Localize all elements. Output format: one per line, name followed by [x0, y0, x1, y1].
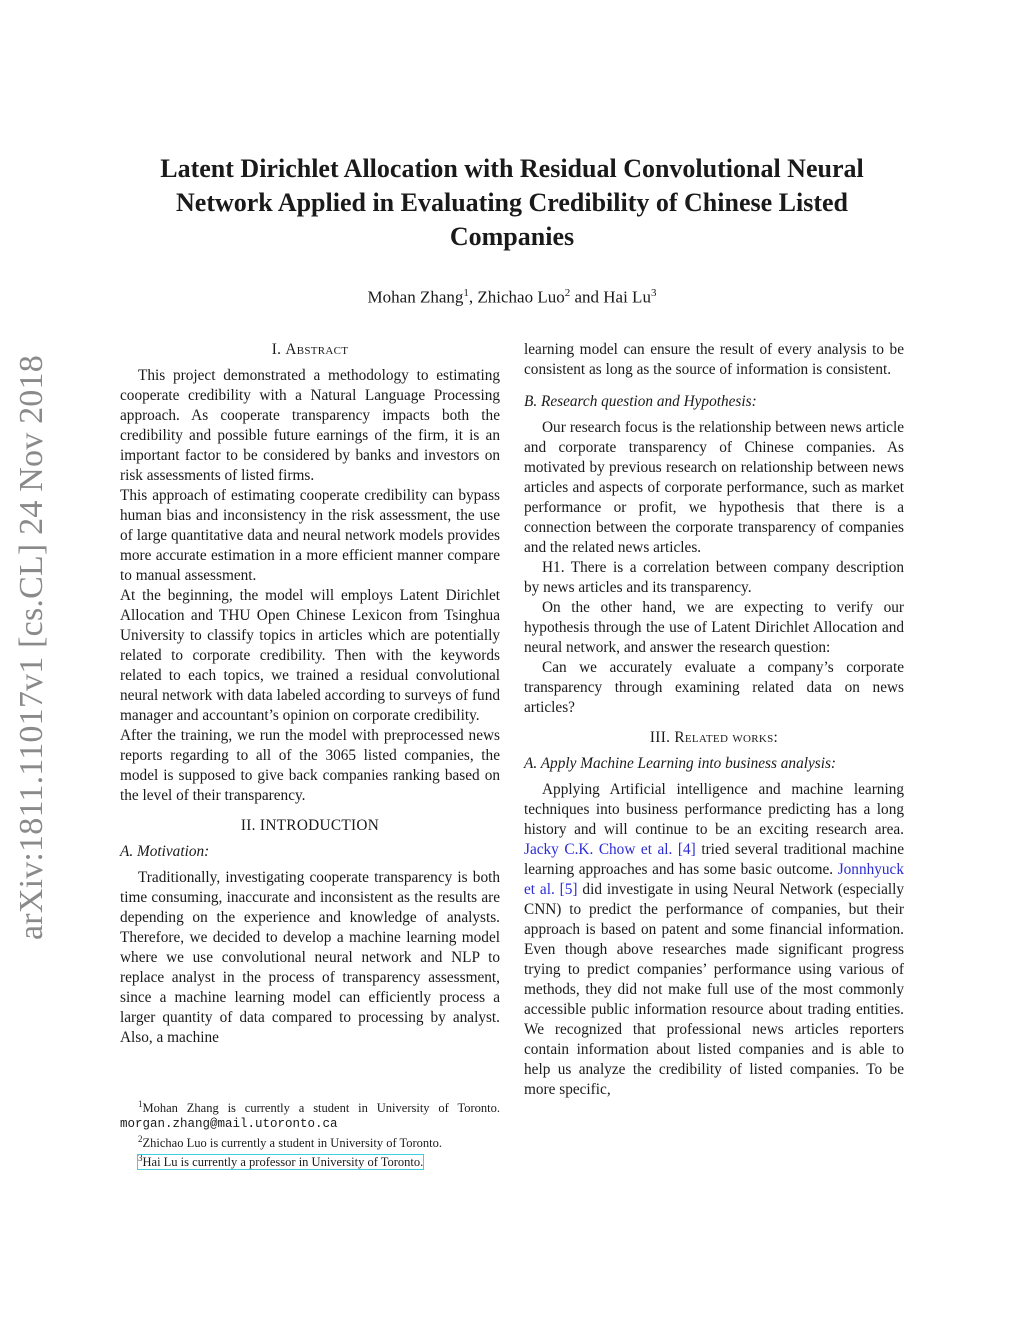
- arxiv-identifier[interactable]: arXiv:1811.11017v1 [cs.CL] 24 Nov 2018: [13, 355, 50, 940]
- author-3: Hai Lu: [603, 287, 651, 307]
- right-column: [524, 340, 904, 1100]
- footnote-2: $^2$Zhichao Luo is currently a student in University of Toronto.: [138, 1134, 443, 1151]
- footnotes: [120, 1097, 500, 1170]
- author-1: Mohan Zhang: [367, 287, 464, 307]
- author-1-affil: 1: [463, 287, 469, 299]
- footnote-1: $^1$Mohan Zhang is currently a student in University of Toronto. morgan.zhang@mail.utoronto.ca: [120, 1099, 500, 1132]
- hypothesis-h1: H1. There is a correlation between company description by news articles and its transparency.: [524, 559, 904, 596]
- abstract-paragraph: This project demonstrated a methodology to estimating cooperate credibility with a Natural Language Processing approach. As cooperate transparency impacts both the credibility and possible future earnings of the firm, it is an important factor to be considered by banks and investors on risk assessments of listed firms.: [120, 367, 500, 484]
- research-question-heading: B. Research question and Hypothesis:: [524, 393, 757, 410]
- left-column: [120, 340, 500, 1048]
- abstract-paragraph: This approach of estimating cooperate credibility can bypass human bias and inconsistency in the risk assessment, the use of large quantitative data and neural network models provides more accurate estimation in a more efficient manner compare to manual assessment.: [120, 487, 500, 584]
- apply-ml-heading: A. Apply Machine Learning into business analysis:: [524, 755, 837, 772]
- research-paragraph: On the other hand, we are expecting to verify our hypothesis through the use of Latent Dirichlet Allocation and neural network, and answer the research question:: [524, 599, 904, 656]
- abstract-paragraph: At the beginning, the model will employs Latent Dirichlet Allocation and THU Open Chinese Lexicon from Tsinghua University to classify topics in articles which are potentially related to corporate credibility. Then with the keywords related to each topics, we trained a residual convolutional neural network with data labeled according to surveys of fund manager and accountant’s opinion on corporate credibility.: [120, 587, 500, 724]
- related-works-paragraph: Applying Artificial intelligence and machine learning techniques into business performance predicting has a long history and will continue to be an exciting research area. Jacky C.K. Chow et al. [4] tried several traditional machine learning approaches and has some basic outcome. Jonnhyuck et al. [5] did investigate in using Neural Network (especially CNN) to predict the performance of companies, but their approach is based on patent and some financial information. Even though above researches made significant progress trying to predict companies’ performance using various of methods, they did not make full use of the most commonly accessible public information resource about trading entities. We recognized that professional news articles reporters contain information about listed companies and is able to help us analyze the credibility of listed companies. To be more specific,: [524, 781, 905, 1098]
- paper-title: Latent Dirichlet Allocation with Residual Convolutional Neural Network Applied in Evaluating Credibility of Chinese Listed Companies: [160, 154, 864, 251]
- footnote-3-link[interactable]: $^3$Hai Lu is currently a professor in University of Toronto.: [138, 1153, 424, 1170]
- author-email-link[interactable]: morgan.zhang@mail.utoronto.ca: [120, 1117, 338, 1132]
- author-2: Zhichao Luo: [477, 287, 565, 307]
- abstract-paragraph: After the training, we run the model with preprocessed news reports regarding to all of the 3065 listed companies, the model is supposed to give back companies ranking based on the level of their transparency.: [120, 727, 500, 804]
- footnote-3: [120, 1151, 500, 1170]
- motivation-paragraph: Traditionally, investigating cooperate transparency is both time consuming, inaccurate and inconsistent as the results are depending on the experience and knowledge of analysts. Therefore, we decided to develop a machine learning model where we use convolutional neural network and NLP to replace analyst in the process of transparency assessment, since a machine learning model can efficiently process a larger quantity of data compared to processing by analyst. Also, a machine: [120, 869, 500, 1046]
- author-2-affil: 2: [564, 287, 571, 299]
- author-line: Mohan Zhang$^1$, Zhichao Luo$^2$ and Hai Lu$^3$: [367, 287, 657, 307]
- introduction-heading: II. INTRODUCTION: [240, 817, 380, 834]
- citation-link-jonnhyuck[interactable]: Jonnhyuck et al. [5]: [524, 861, 904, 898]
- abstract-heading: I. Abstract: [271, 341, 349, 358]
- motivation-heading: A. Motivation:: [120, 843, 210, 860]
- author-3-affil: 3: [650, 287, 657, 299]
- research-question: Can we accurately evaluate a company’s corporate transparency through examining related data on news articles?: [524, 659, 904, 716]
- citation-link-chow[interactable]: Jacky C.K. Chow et al. [4]: [524, 841, 696, 858]
- research-paragraph: Our research focus is the relationship between news article and corporate transparency of Chinese companies. As motivated by previous research on relationship between news articles and aspects of corporate performance, such as market performance or profit, we hypothesis that there is a connection between the corporate transparency of companies and the related news articles.: [524, 419, 904, 556]
- motivation-continuation: learning model can ensure the result of every analysis to be consistent as long as the source of information is consistent.: [524, 341, 904, 378]
- related-works-heading: III. Related works:: [649, 729, 779, 746]
